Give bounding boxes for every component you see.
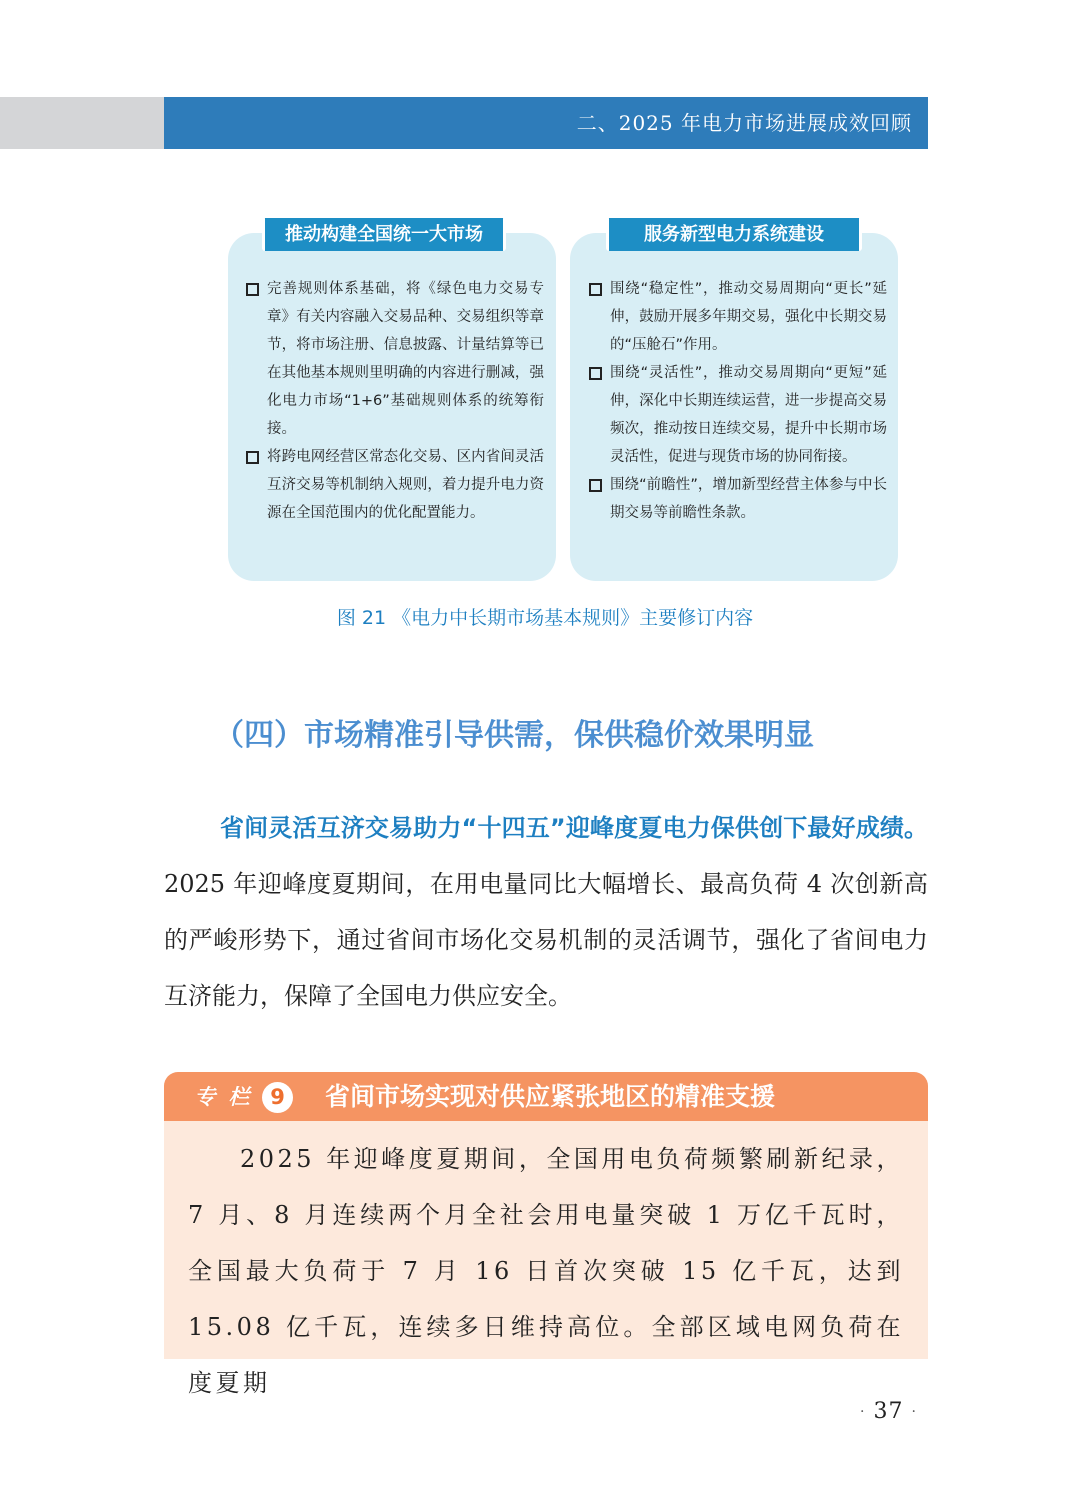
list-item — [589, 471, 887, 527]
list-item-text: 围绕“前瞻性”，增加新型经营主体参与中长期交易等前瞻性条款。 — [610, 477, 887, 521]
left-panel-title: 推动构建全国统一大市场 — [262, 218, 506, 251]
list-item — [589, 359, 887, 471]
page-dot: · — [860, 1404, 866, 1420]
badge-char: 栏 — [228, 1085, 250, 1109]
right-panel-title: 服务新型电力系统建设 — [606, 218, 862, 251]
list-item-text: 将跨电网经营区常态化交易、区内省间灵活互济交易等机制纳入规则，着力提升电力资源在全国范围内的优化配置能力。 — [267, 449, 544, 521]
page-number: 37 — [873, 1399, 904, 1424]
lead-phrase: 省间灵活互济交易助力“十四五”迎峰度夏电力保供创下最好成绩。 — [220, 814, 928, 842]
list-item-text: 围绕“灵活性”，推动交易周期向“更短”延伸，深化中长期连续运营，进一步提高交易频次，推动按日连续交易，提升中长期市场灵活性，促进与现货市场的协同衔接。 — [610, 365, 887, 465]
chapter-title: 二、2025 年电力市场进展成效回顾 — [576, 111, 912, 135]
checkbox-icon — [246, 283, 259, 296]
body-paragraph — [164, 800, 928, 1024]
checkbox-icon — [246, 451, 259, 464]
column-box-header — [164, 1072, 928, 1121]
list-item — [246, 443, 544, 527]
page-dot: · — [911, 1404, 917, 1420]
badge-char: 专 — [194, 1085, 216, 1109]
page-number-footer — [860, 1394, 917, 1430]
column-box-text: 2025 年迎峰度夏期间，全国用电负荷频繁刷新纪录，7 月、8 月连续两个月全社会用电量突破 1 万亿千瓦时，全国最大负荷于 7 月 16 日首次突破 15 亿千瓦，达到 15.08 亿千瓦，连续多日维持高位。全部区域电网负荷在度夏期 — [188, 1145, 904, 1397]
section-heading: （四）市场精准引导供需，保供稳价效果明显 — [214, 718, 814, 753]
badge-number: 9 — [262, 1082, 293, 1113]
column-box-body — [164, 1121, 928, 1397]
figure-caption: 图 21 《电力中长期市场基本规则》主要修订内容 — [336, 607, 754, 629]
list-item — [246, 275, 544, 443]
checkbox-icon — [589, 283, 602, 296]
list-item — [589, 275, 887, 359]
right-panel-list — [589, 275, 887, 527]
header-gray-block — [0, 97, 164, 149]
list-item-text: 完善规则体系基础，将《绿色电力交易专章》有关内容融入交易品种、交易组织等章节，将市场注册、信息披露、计量结算等已在其他基本规则里明确的内容进行删减，强化电力市场“1+6”基础规则体系的统筹衔接。 — [267, 281, 544, 437]
checkbox-icon — [589, 479, 602, 492]
column-box-title: 省间市场实现对供应紧张地区的精准支援 — [325, 1082, 776, 1111]
column-badge — [188, 1081, 293, 1113]
list-item-text: 围绕“稳定性”，推动交易周期向“更长”延伸，鼓励开展多年期交易，强化中长期交易的“压舱石”作用。 — [610, 281, 887, 353]
checkbox-icon — [589, 367, 602, 380]
header-bar — [164, 97, 928, 149]
left-panel-list — [246, 275, 544, 527]
body-text: 2025 年迎峰度夏期间，在用电量同比大幅增长、最高负荷 4 次创新高的严峻形势下，通过省间市场化交易机制的灵活调节，强化了省间电力互济能力，保障了全国电力供应安全。 — [164, 870, 928, 1010]
